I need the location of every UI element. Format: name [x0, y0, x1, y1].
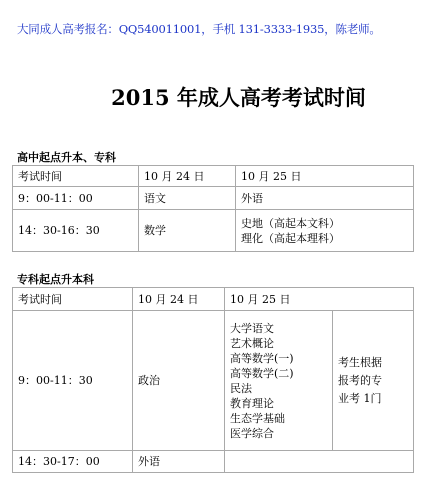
time-cell: 14：30-16：30 — [13, 210, 139, 252]
header-cell: 10 月 25 日 — [225, 288, 414, 311]
table-header-row — [13, 166, 414, 187]
exam-table-high-school — [12, 165, 414, 252]
subject-line: 史地（高起本文科） — [241, 216, 340, 230]
subject-line: 医学综合 — [230, 426, 274, 440]
subject-cell: 语文 — [139, 187, 236, 210]
exam-table-college — [12, 287, 414, 473]
header-cell: 考试时间 — [13, 288, 133, 311]
header-cell: 10 月 24 日 — [139, 166, 236, 187]
subject-cell: 数学 — [139, 210, 236, 252]
note-line: 报考的专 — [338, 373, 382, 387]
subject-cell — [236, 187, 414, 210]
note-cell — [333, 311, 414, 451]
section-heading-college: 专科起点升本科 — [17, 273, 94, 286]
subject-line: 高等数学(一) — [230, 351, 294, 365]
subject-line: 高等数学(二) — [230, 366, 294, 380]
subject-line: 教育理论 — [230, 396, 274, 410]
subject-line: 大学语文 — [230, 321, 274, 335]
header-cell: 10 月 25 日 — [236, 166, 414, 187]
subject-cell — [225, 451, 414, 473]
subject-cell: 政治 — [133, 311, 225, 451]
contact-info: 大同成人高考报名：QQ540011001，手机 131-3333-1935，陈老师。 — [17, 22, 381, 36]
table-header-row — [13, 288, 414, 311]
section-heading-high-school: 高中起点升本、专科 — [17, 151, 116, 164]
time-cell: 14：30-17：00 — [13, 451, 133, 473]
table-row — [13, 451, 414, 473]
note-line: 业考 1门 — [338, 391, 382, 405]
header-cell: 考试时间 — [13, 166, 139, 187]
table-row — [13, 210, 414, 252]
header-cell: 10 月 24 日 — [133, 288, 225, 311]
time-cell: 9：00-11：00 — [13, 187, 139, 210]
table-row — [13, 187, 414, 210]
page-title: 2015 年成人高考考试时间 — [111, 85, 366, 110]
subject-line: 艺术概论 — [230, 336, 274, 350]
subject-cell — [236, 210, 414, 252]
subject-line: 外语 — [241, 191, 263, 205]
table-row — [13, 311, 414, 451]
time-cell: 9：00-11：30 — [13, 311, 133, 451]
subject-line: 理化（高起本理科） — [241, 231, 340, 245]
subject-list-cell — [225, 311, 333, 451]
subject-line: 生态学基础 — [230, 411, 285, 425]
note-line: 考生根据 — [338, 355, 382, 369]
subject-line: 民法 — [230, 381, 252, 395]
subject-cell: 外语 — [133, 451, 225, 473]
